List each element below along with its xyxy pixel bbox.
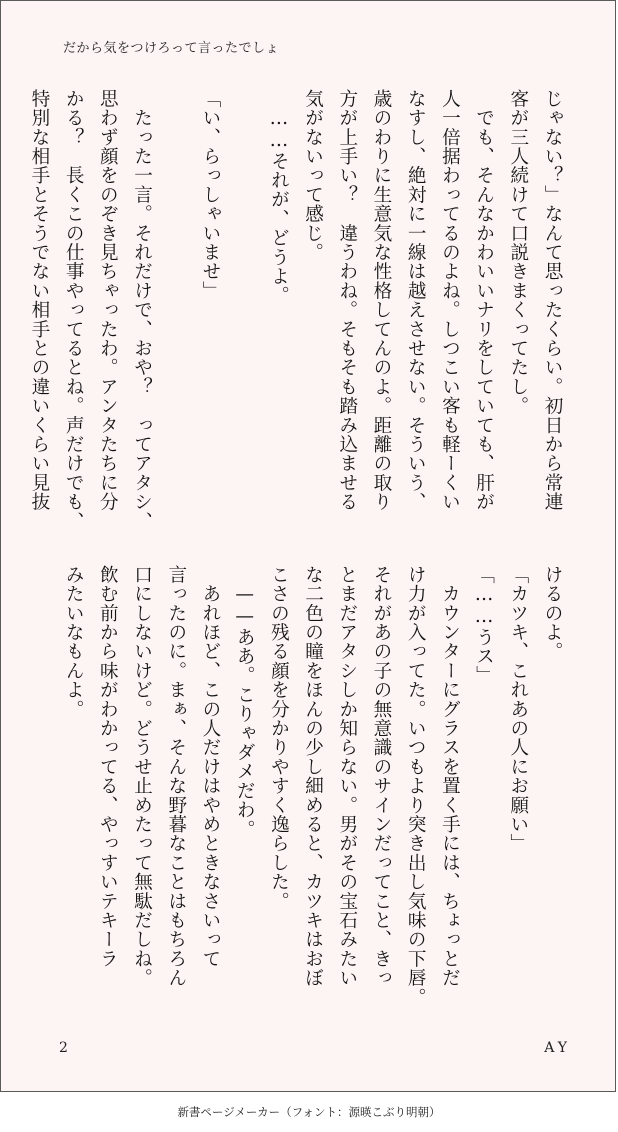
text-line: あれほど、この人だけはやめときなさいって xyxy=(199,565,221,969)
text-line: な二色の瞳をほんの少し細めると、カツキはおぼ xyxy=(302,565,324,988)
text-line: 人一倍据わってるのよね。しつこい客も軽ーくい xyxy=(439,89,461,512)
text-line: 思わず顔をのぞき見ちゃったわ。アンタたちに分 xyxy=(97,89,119,512)
text-line: かる？ 長くこの仕事やってるとね。声だけでも、 xyxy=(63,89,85,531)
text-line: 歳のわりに生意気な性格してんのよ。距離の取り xyxy=(370,89,392,512)
text-line: 「い、らっしゃいませ」 xyxy=(199,89,221,301)
text-line: なすし、絶対に一線は越えさせない。そういう、 xyxy=(405,89,427,512)
text-line: でも、そんなかわいいナリをしていても、肝が xyxy=(473,89,495,512)
page-header-title: だから気をつけろって言ったでしょ xyxy=(63,41,280,56)
text-line: 気がないって感じ。 xyxy=(302,89,324,262)
text-line: それがあの子の無意識のサインだってこと、きっ xyxy=(370,565,392,988)
text-line: カウンターにグラスを置く手には、ちょっとだ xyxy=(439,565,461,988)
text-line: 「……うス」 xyxy=(473,565,495,685)
text-line: ……それが、どうよ。 xyxy=(268,89,290,305)
text-line: こさの残る顔を分かりやすく逸らした。 xyxy=(268,565,290,911)
text-line: 方が上手い？ 違うわね。そもそも踏み込ませる xyxy=(336,89,358,512)
text-line: たった一言。それだけで、おや？ ってアタシ、 xyxy=(131,89,153,531)
text-line: けるのよ。 xyxy=(542,565,563,661)
text-line: 言ったのに。まぁ、そんな野暮なことはもちろん xyxy=(165,565,187,988)
text-line: け力が入ってた。いつもより突き出し気味の下唇。 xyxy=(405,565,427,1007)
author-initials: AY xyxy=(544,1040,571,1056)
text-line: ——ああ。こりゃダメだわ。 xyxy=(234,565,256,839)
text-line xyxy=(159,89,193,529)
text-block-top xyxy=(28,89,569,531)
text-line: じゃない？」なんて思ったくらい。初日から常連 xyxy=(542,89,563,512)
text-line: 「カツキ、これあの人にお願い」 xyxy=(507,565,529,853)
text-line: 特別な相手とそうでない相手との違いくらい見抜 xyxy=(28,89,50,512)
text-line: とまだアタシしか知らない。男がその宝石みたい xyxy=(336,565,358,988)
text-line: 客が三人続けて口説きまくってたし。 xyxy=(507,89,529,416)
text-line: 飲む前から味がわかってる、やっすいテキーラ xyxy=(97,565,119,969)
text-block-bottom xyxy=(49,565,569,1005)
page-number: 2 xyxy=(59,1040,68,1056)
text-line xyxy=(227,89,261,529)
text-line: 口にしないけど。どうせ止めたって無駄だしね。 xyxy=(131,565,153,988)
text-line: みたいなもんよ。 xyxy=(63,565,85,719)
generator-caption: 新書ページメーカー（フォント：源暎こぶり明朝） xyxy=(177,1105,441,1119)
